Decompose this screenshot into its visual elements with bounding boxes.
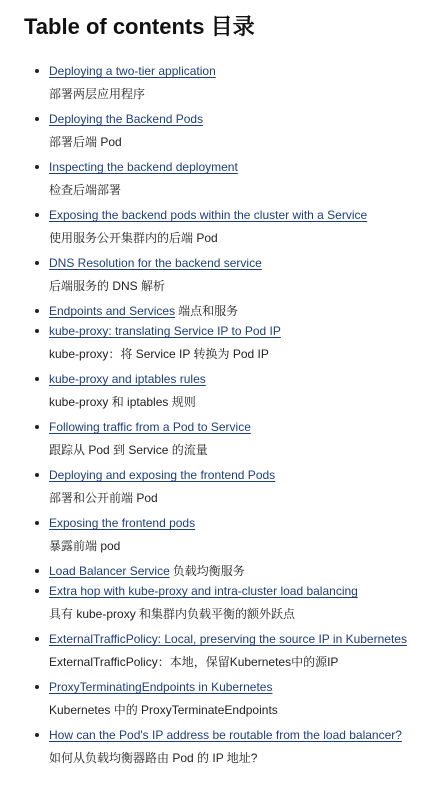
toc-link-endpoints-services[interactable]: Endpoints and Services	[49, 304, 176, 318]
bullet-icon	[35, 165, 39, 169]
toc-link-expose-frontend[interactable]: Exposing the frontend pods	[49, 516, 196, 530]
bullet-icon	[35, 637, 39, 641]
bullet-icon	[35, 329, 39, 333]
toc-subtitle: 跟踪从 Pod 到 Service 的流量	[49, 443, 208, 457]
bullet-icon	[35, 685, 39, 689]
bullet-icon	[35, 425, 39, 429]
bullet-icon	[35, 473, 39, 477]
bullet-icon	[35, 521, 39, 525]
bullet-icon	[35, 569, 39, 573]
toc-subtitle: 部署和公开前端 Pod	[49, 491, 158, 505]
bullet-icon	[35, 213, 39, 217]
toc-link-load-balancer[interactable]: Load Balancer Service	[49, 564, 170, 578]
toc-subtitle: 如何从负载均衡器路由 Pod 的 IP 地址?	[49, 751, 258, 765]
bullet-icon	[35, 69, 39, 73]
bullet-icon	[35, 309, 39, 313]
toc-subtitle: kube-proxy 和 iptables 规则	[49, 395, 196, 409]
toc-subtitle: kube-proxy：将 Service IP 转换为 Pod IP	[49, 347, 269, 361]
page-title: Table of contents 目录	[24, 14, 255, 39]
bullet-icon	[35, 261, 39, 265]
toc-link-dns-resolution[interactable]: DNS Resolution for the backend service	[49, 256, 262, 270]
toc-link-expose-backend[interactable]: Exposing the backend pods within the cluster with a Service	[49, 208, 368, 222]
bullet-icon	[35, 117, 39, 121]
toc-inline-row	[49, 304, 238, 318]
toc-link-proxy-terminating[interactable]: ProxyTerminatingEndpoints in Kubernetes	[49, 680, 273, 694]
toc-subtitle: 暴露前端 pod	[49, 539, 121, 553]
toc-subtitle: 检查后端部署	[49, 183, 122, 197]
toc-link-kube-proxy-iptables[interactable]: kube-proxy and iptables rules	[49, 372, 206, 386]
toc-subtitle: 具有 kube-proxy 和集群内负载平衡的额外跃点	[49, 607, 296, 621]
toc-suffix: 负载均衡服务	[172, 564, 245, 578]
toc-link-two-tier[interactable]: Deploying a two-tier application	[49, 64, 216, 78]
bullet-icon	[35, 733, 39, 737]
toc-subtitle: 使用服务公开集群内的后端 Pod	[49, 231, 218, 245]
toc-subtitle: Kubernetes 中的 ProxyTerminateEndpoints	[49, 703, 278, 717]
toc-link-backend-pods[interactable]: Deploying the Backend Pods	[49, 112, 204, 126]
toc-subtitle: 部署后端 Pod	[49, 135, 122, 149]
bullet-icon	[35, 377, 39, 381]
toc-subtitle: 后端服务的 DNS 解析	[49, 279, 166, 293]
toc-link-inspect-backend[interactable]: Inspecting the backend deployment	[49, 160, 238, 174]
toc-subtitle: ExternalTrafficPolicy：本地，保留Kubernetes中的源IP	[49, 655, 339, 669]
toc-link-following-traffic[interactable]: Following traffic from a Pod to Service	[49, 420, 251, 434]
toc-link-kube-proxy-translating[interactable]: kube-proxy: translating Service IP to Pod IP	[49, 324, 281, 338]
toc-suffix: 端点和服务	[178, 304, 239, 318]
toc-link-external-traffic-policy[interactable]: ExternalTrafficPolicy: Local, preserving the source IP in Kubernetes	[49, 632, 407, 646]
toc-subtitle: 部署两层应用程序	[49, 87, 146, 101]
toc-link-deploy-frontend[interactable]: Deploying and exposing the frontend Pods	[49, 468, 276, 482]
toc-inline-row	[49, 564, 245, 578]
toc-link-extra-hop[interactable]: Extra hop with kube-proxy and intra-cluster load balancing	[49, 584, 358, 598]
toc-link-pod-ip-routable[interactable]: How can the Pod's IP address be routable from the load balancer?	[49, 728, 402, 742]
bullet-icon	[35, 589, 39, 593]
